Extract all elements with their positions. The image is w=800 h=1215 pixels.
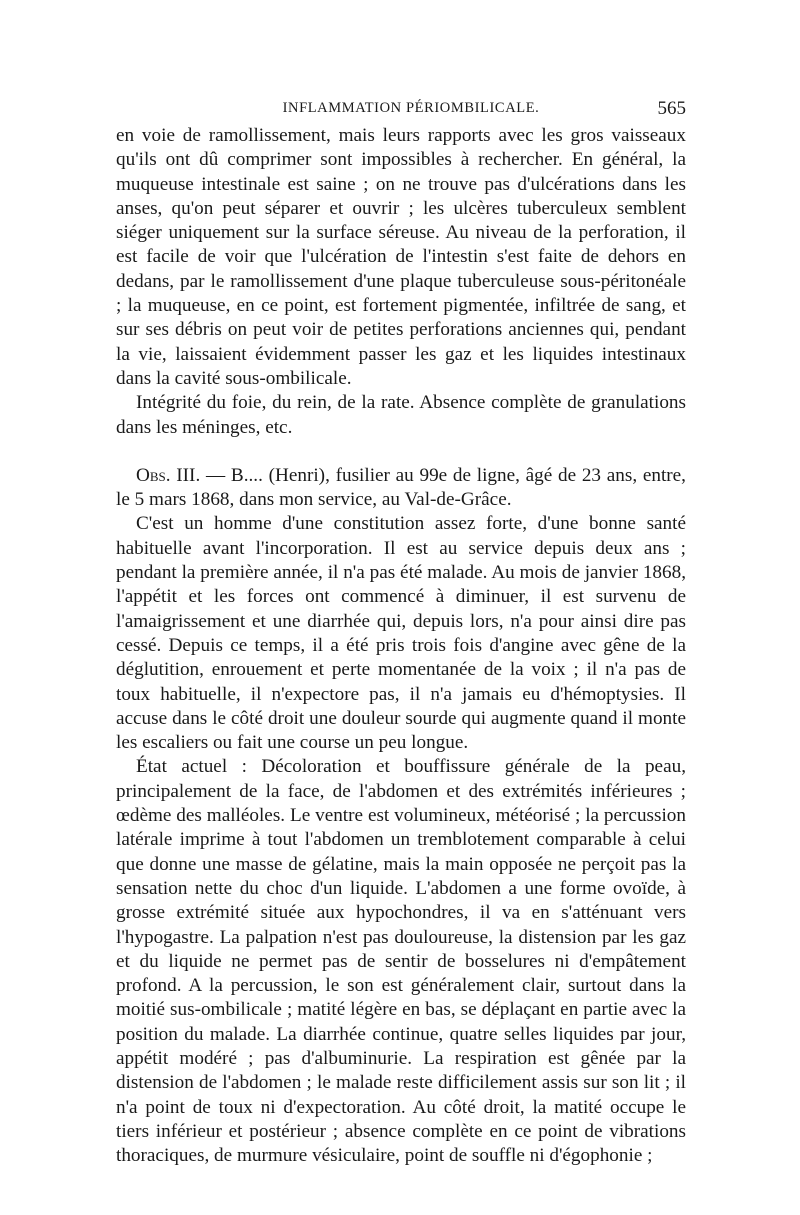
- paragraph: Intégrité du foie, du rein, de la rate. Absence complète de granulations dans les méninges, etc.: [116, 392, 686, 438]
- running-head: [116, 100, 686, 126]
- observation-dash: —: [200, 464, 231, 486]
- paragraph: État actuel : Décoloration et bouffissure générale de la peau, principalement de la face, de l'abdomen et des extrémités inférieures ; œdème des malléoles. Le ventre est volumineux, météorisé ; la percussion latérale imprime à tout l'abdomen un tremblotement comparable à celui que donne une masse de gélatine, mais la main opposée ne perçoit pas la sensation nette du choc d'un liquide. L'abdomen a une forme ovoïde, à grosse extrémité située aux hypochondres, il va en s'atténuant vers l'hypogastre. La palpation n'est pas douloureuse, la distension par les gaz et du liquide ne permet pas de sentir de bosselures ni d'empâtement profond. A la percussion, le son est généralement clair, surtout dans la moitié sus-ombilicale ; matité légère en bas, se déplaçant en partie avec la position du malade. La diarrhée continue, quatre selles liquides par jour, appétit modéré ; pas d'albuminurie. La respiration est gênée par la distension de l'abdomen ; le malade reste difficilement assis sur son lit ; il n'a point de toux ni d'expectoration. Au côté droit, la matité occupe le tiers inférieur et postérieur ; absence complète en ce point de vibrations thoraciques, de murmure vésiculaire, point de souffle ni d'égophonie ;: [116, 756, 686, 1167]
- page-number: 565: [657, 98, 686, 119]
- paragraph: C'est un homme d'une constitution assez forte, d'une bonne santé habituelle avant l'incorporation. Il est au service depuis deux ans ; pendant la première année, il n'a pas été malade. Au mois de janvier 1868, l'appétit et les forces ont commencé à diminuer, il est survenu de l'amaigrissement et une diarrhée qui, depuis lors, n'a pour ainsi dire pas cessé. Depuis ce temps, il a été pris trois fois d'angine avec gêne de la déglutition, enrouement et perte momentanée de la voix ; il n'a pas de toux habituelle, il n'expectore pas, il n'a jamais eu d'hémoptysies. Il accuse dans le côté droit une douleur sourde qui augmente quand il monte les escaliers ou fait une course un peu longue.: [116, 513, 686, 754]
- body-text: [116, 124, 686, 1168]
- observation-marker: Obs. III.: [136, 464, 201, 486]
- observation-heading-paragraph: [116, 464, 686, 513]
- paragraph: en voie de ramollissement, mais leurs rapports avec les gros vaisseaux qu'ils ont dû comprimer sont impossibles à rechercher. En général, la muqueuse intestinale est saine ; on ne trouve pas d'ulcérations dans les anses, qu'on peut séparer et ouvrir ; les ulcères tuberculeux semblent siéger uniquement sur la surface séreuse. Au niveau de la perforation, il est facile de voir que l'ulcération de l'intestin s'est faite de dehors en dedans, par le ramollissement d'une plaque tuberculeuse sous-péritonéale ; la muqueuse, en ce point, est fortement pigmentée, infiltrée de sang, et sur ses débris on peut voir de petites perforations anciennes qui, pendant la vie, laissaient évidemment passer les gaz et les liquides intestinaux dans la cavité sous-ombilicale.: [116, 125, 686, 389]
- running-title: INFLAMMATION PÉRIOMBILICALE.: [282, 100, 540, 116]
- section-spacer: [116, 440, 686, 464]
- observation-opening: B.... (Henri), fusilier au 99e de ligne, âgé de 23 ans, entre, le 5 mars 1868, dans mon service, au Val-de-Grâce.: [116, 464, 686, 511]
